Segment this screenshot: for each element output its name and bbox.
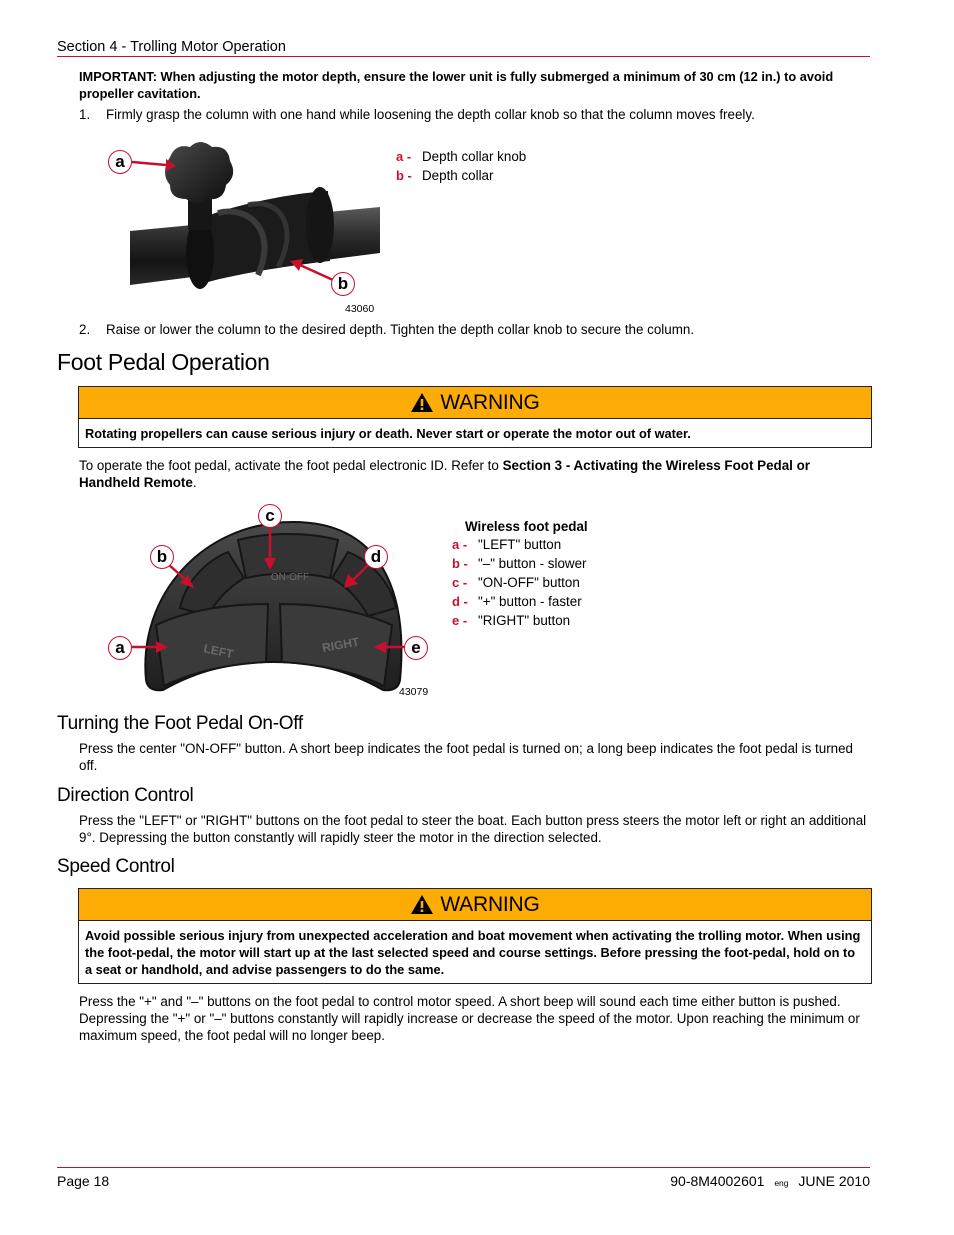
legend-label: Depth collar [422,168,494,183]
callout-b: b [331,272,355,296]
important-note: IMPORTANT: When adjusting the motor depth, ensure the lower unit is fully submerged a minimum of 30 cm (12 in.) to avoid propeller cavitation. [79,69,834,101]
doc-date: JUNE 2010 [798,1173,870,1189]
figure-number: 43060 [345,303,375,315]
legend-row [396,168,493,183]
on-off-pedal-label: ON-OFF [270,572,310,583]
legend-label: "ON-OFF" button [478,575,580,590]
legend-key: d - [452,594,468,609]
legend-row [452,556,587,571]
legend-label: "–" button - slower [478,556,587,571]
figure-number: 43079 [399,686,429,698]
warning-title: WARNING [440,390,540,414]
legend-key: c - [452,575,468,590]
legend-key: e - [452,613,468,628]
header-rule [57,56,870,57]
callout-e: e [404,636,428,660]
legend-label: "+" button - faster [478,594,582,609]
subsection-heading: Direction Control [57,785,194,806]
warning-header [79,889,871,921]
legend-label: "LEFT" button [478,537,562,552]
step-2-text: Raise or lower the column to the desired depth. Tighten the depth collar knob to secure the column. [106,322,695,337]
legend-key: a - [452,537,468,552]
section-header: Section 4 - Trolling Motor Operation [57,39,286,55]
legend-row [396,149,526,164]
foot-pedal-figure [108,500,438,705]
legend-row [452,537,561,552]
foot-pedal-illustration [108,500,438,705]
section-heading: Foot Pedal Operation [57,349,270,375]
intro-text-end: . [192,475,197,490]
callout-c: c [258,504,282,528]
footer-rule [57,1167,870,1168]
intro-paragraph [79,457,869,491]
callout-b: b [150,545,174,569]
warning-triangle-icon [410,894,434,915]
legend-row [452,575,580,590]
subsection-text: Press the center "ON-OFF" button. A short beep indicates the foot pedal is turned on; a long beep indicates the foot pedal is turned off. [79,741,853,773]
step-1-text: Firmly grasp the column with one hand while loosening the depth collar knob so that the column moves freely. [106,107,755,122]
subsection-text: Press the "+" and "–" buttons on the foot pedal to control motor speed. A short beep will sound each time either button is pushed. Depressing the "+" or "–" buttons constantly will rapidly increase or decrease the speed of the motor. Upon reaching the minimum or maximum speed, the foot pedal will no longer beep. [79,994,860,1043]
warning-text: Avoid possible serious injury from unexpected acceleration and boat movement when activating the trolling motor. When using the foot-pedal, the motor will start up at the last selected speed and course settings. Before pressing the foot-pedal, hold on to a seat or handhold, and advise passengers to do the same. [85,928,861,977]
warning-box [78,386,872,448]
callout-a: a [108,150,132,174]
warning-title: WARNING [440,892,540,916]
callout-d: d [364,545,388,569]
intro-text: To operate the foot pedal, activate the foot pedal electronic ID. Refer to [79,458,503,473]
legend-row [452,594,582,609]
figure-caption: Wireless foot pedal [465,519,588,534]
page-number: Page 18 [57,1173,110,1189]
footer-doc-info [670,1173,870,1189]
legend-label: Depth collar knob [422,149,527,164]
legend-key: b - [396,168,412,183]
doc-number: 90-8M4002601 [670,1173,765,1189]
step-1-number: 1. [79,107,91,122]
right-pedal-label: RIGHT [321,634,361,655]
subsection-heading: Turning the Foot Pedal On-Off [57,713,303,734]
warning-triangle-icon [410,392,434,413]
language-code: eng [774,1178,789,1188]
legend-label: "RIGHT" button [478,613,571,628]
callout-a: a [108,636,132,660]
depth-collar-figure [108,135,388,315]
legend-key: a - [396,149,412,164]
subsection-text: Press the "LEFT" or "RIGHT" buttons on the foot pedal to steer the boat. Each button press steers the motor left or right an additional 9°. Depressing the button constantly will rapidly steer the motor in the direction selected. [79,813,867,845]
left-pedal-label: LEFT [202,641,235,662]
legend-row [452,613,570,628]
subsection-heading: Speed Control [57,856,175,877]
step-2-number: 2. [79,322,91,337]
warning-text: Rotating propellers can cause serious injury or death. Never start or operate the motor out of water. [85,426,691,441]
legend-key: b - [452,556,468,571]
section-reference: Section 3 - Activating the Wireless Foot Pedal or Handheld Remote [79,458,810,490]
warning-box [78,888,872,984]
warning-header [79,387,871,419]
